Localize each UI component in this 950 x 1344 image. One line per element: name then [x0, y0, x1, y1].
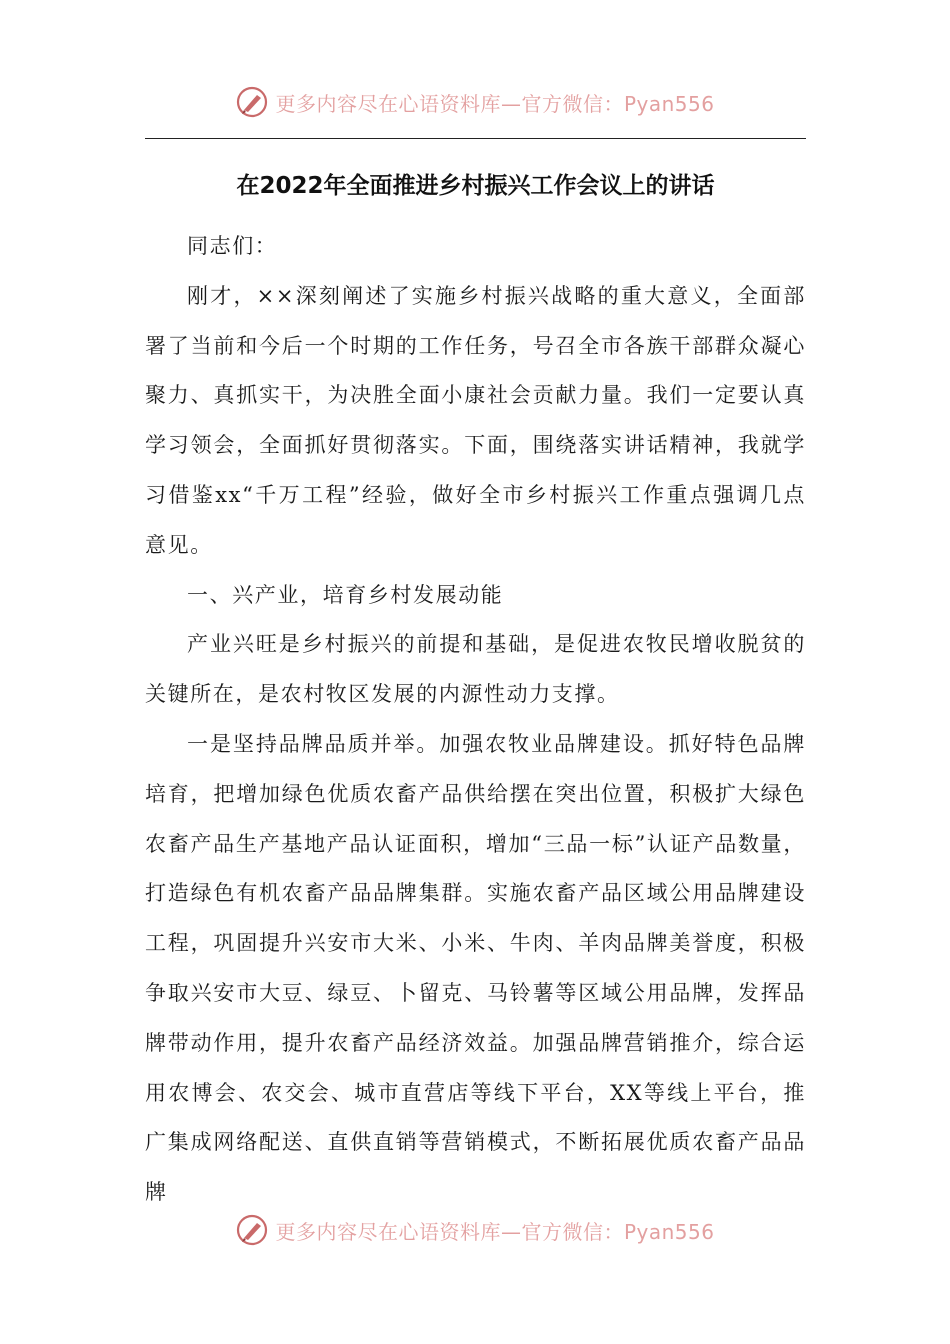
header-divider [145, 138, 806, 139]
paragraph-salutation: 同志们： [187, 234, 278, 258]
section-heading: 一、兴产业，培育乡村发展动能 [187, 582, 504, 607]
paragraph-industry: 产业兴旺是乡村振兴的前提和基础，是促进农牧民增收脱贫的关键所在，是农村牧区发展的内源性动力支撑。 [145, 632, 806, 707]
watermark-footer [0, 1208, 950, 1252]
paragraph-brand: 一是坚持品牌品质并举。加强农牧业品牌建设。抓好特色品牌培育，把增加绿色优质农畜产品供给摆在突出位置，积极扩大绿色农畜产品生产基地产品认证面积，增加“三品一标”认证产品数量，打造绿色有机农畜产品品牌集群。实施农畜产品区域公用品牌建设工程，巩固提升兴安市大米、小米、牛肉、羊肉品牌美誉度，积极争取兴安市大豆、绿豆、卜留克、马铃薯等区域公用品牌，发挥品牌带动作用，提升农畜产品经济效益。加强品牌营销推介，综合运用农博会、农交会、城市直营店等线下平台，XX等线上平台，推广集成网络配送、直供直销等营销模式，不断拓展优质农畜产品品牌 [145, 731, 806, 1205]
pen-logo-icon [235, 85, 269, 119]
watermark-header [0, 80, 950, 124]
paragraph-intro: 刚才，××深刻阐述了实施乡村振兴战略的重大意义，全面部署了当前和今后一个时期的工作任务，号召全市各族干部群众凝心聚力、真抓实干，为决胜全面小康社会贡献力量。我们一定要认真学习领会，全面抓好贯彻落实。下面，围绕落实讲话精神，我就学习借鉴xx“千万工程”经验，做好全市乡村振兴工作重点强调几点意见。 [145, 283, 806, 557]
watermark-text: 更多内容尽在心语资料库—官方微信：Pyan556 [275, 1219, 715, 1244]
document-title: 在2022年全面推进乡村振兴工作会议上的讲话 [236, 173, 715, 199]
pen-logo-icon [235, 1213, 269, 1247]
watermark-text: 更多内容尽在心语资料库—官方微信：Pyan556 [275, 91, 715, 116]
document-body [145, 222, 806, 1218]
